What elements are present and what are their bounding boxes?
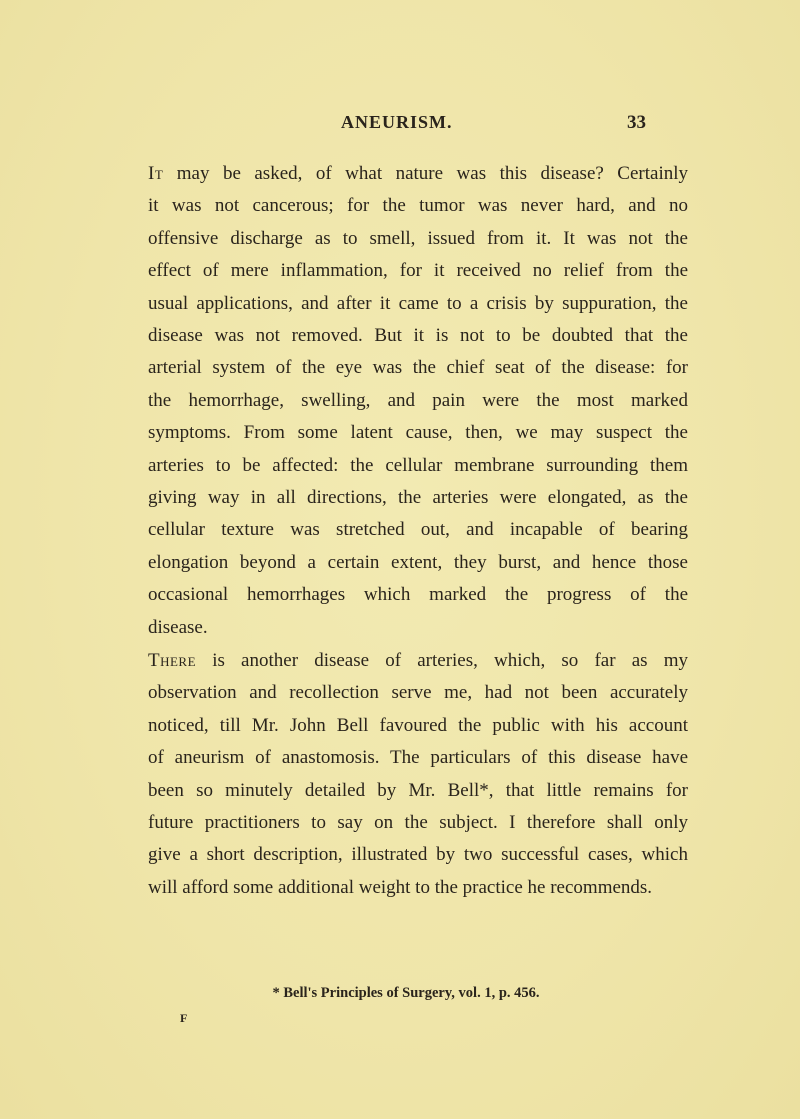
text-line: observation and recollection serve me, had not been accurately: [148, 682, 688, 704]
running-head: [0, 112, 800, 136]
text-line: will afford some additional weight to the practice he recommends.: [148, 876, 653, 898]
text-line: been so minutely detailed by Mr. Bell*, that little remains for: [148, 779, 688, 801]
footnote: [0, 985, 800, 1002]
paragraph-lead: There: [148, 650, 197, 671]
running-title: ANEURISM.: [341, 112, 453, 132]
text-line: disease was not removed. But it is not to be doubted that the: [148, 325, 688, 347]
text-line: it was not cancerous; for the tumor was never hard, and no: [148, 195, 688, 217]
text-line: effect of mere inflammation, for it received no relief from the: [148, 260, 688, 282]
text-line: arteries to be affected: the cellular membrane surrounding them: [148, 454, 688, 476]
paragraph-1: [148, 158, 688, 644]
text-line: give a short description, illustrated by two successful cases, which: [148, 844, 688, 866]
signature-mark: F: [180, 1011, 188, 1025]
text-line: giving way in all directions, the arteries were elongated, as the: [148, 487, 688, 509]
text-line: It may be asked, of what nature was this disease? Certainly: [148, 163, 688, 184]
text-line: occasional hemorrhages which marked the progress of the: [148, 584, 688, 606]
text-line: future practitioners to say on the subject. I therefore shall only: [148, 812, 688, 834]
text-line: the hemorrhage, swelling, and pain were the most marked: [148, 389, 688, 411]
page-number: 33: [627, 112, 646, 133]
text-line: arterial system of the eye was the chief seat of the disease: for: [148, 357, 688, 379]
text-line: offensive discharge as to smell, issued from it. It was not the: [148, 227, 688, 249]
paragraph-lead: It: [148, 163, 164, 184]
paragraph-2: [148, 645, 688, 904]
text-line: There is another disease of arteries, which, so far as my: [148, 650, 688, 671]
text-line: disease.: [148, 616, 208, 638]
text-line: symptoms. From some latent cause, then, we may suspect the: [148, 422, 688, 444]
text-line: usual applications, and after it came to a crisis by suppuration, the: [148, 292, 688, 314]
text-line: cellular texture was stretched out, and incapable of bearing: [148, 519, 688, 541]
text-line: noticed, till Mr. John Bell favoured the public with his account: [148, 714, 688, 736]
footnote-text: * Bell's Principles of Surgery, vol. 1, p. 456.: [272, 985, 540, 1001]
text-line: of aneurism of anastomosis. The particulars of this disease have: [148, 747, 688, 769]
text-line: elongation beyond a certain extent, they burst, and hence those: [148, 551, 688, 573]
